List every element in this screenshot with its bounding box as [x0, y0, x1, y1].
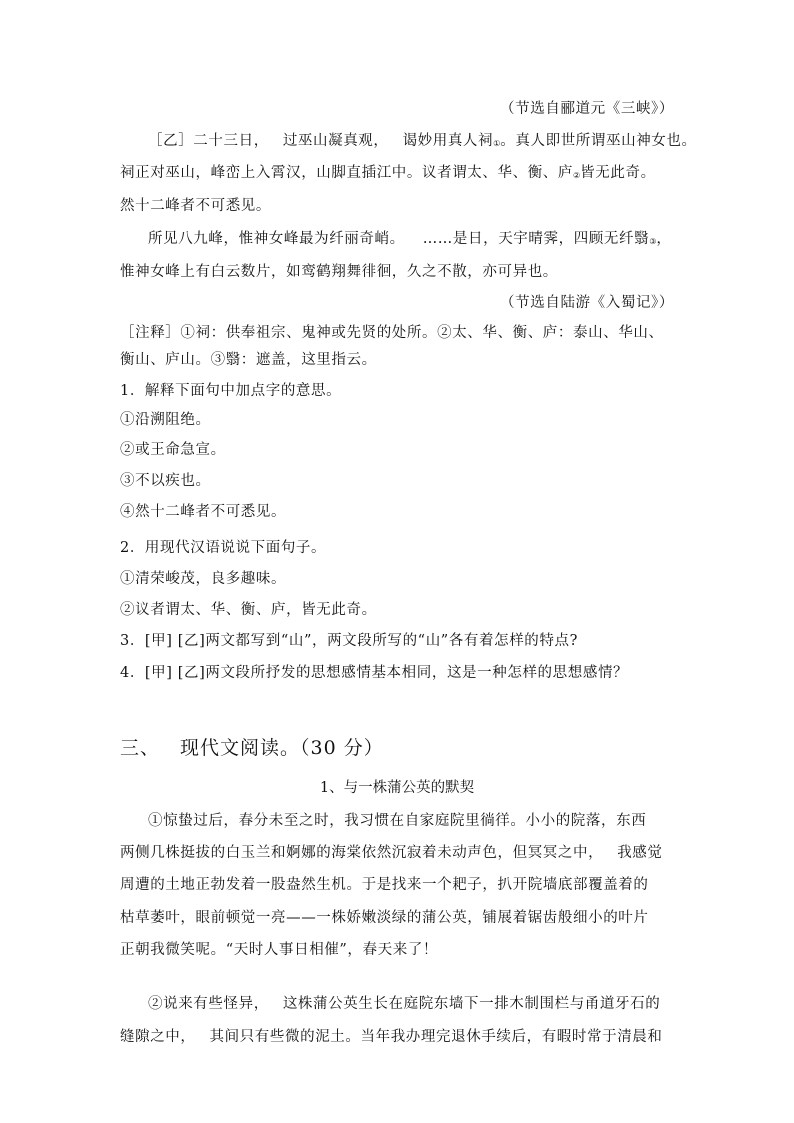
section-title-text: 现代文阅读。（30 分）	[180, 737, 384, 759]
footnote-mark-2: ②	[573, 171, 581, 180]
passage-text: 祠正对巫山，峰峦上入霄汉，山脚直插江中。议者谓太、华、衡、庐	[120, 165, 573, 181]
passage-b-line-4	[148, 229, 671, 252]
article-text: 两侧几株挺拔的白玉兰和婀娜的海棠依然沉寂着未动声色，但冥冥之中，	[120, 845, 604, 861]
passage-b-line-3: 然十二峰者不可悉见。	[120, 198, 271, 214]
passage-text: ［乙］二十三日，	[148, 133, 269, 149]
footnote-mark-1: ①	[493, 139, 501, 148]
article-title: 1、与一株蒲公英的默契	[319, 780, 475, 796]
footnote-mark-3: ③	[649, 237, 657, 246]
question-1-item-2: ②或王命急宣。	[120, 442, 226, 458]
source-citation-three-gorges: （节选自郦道元《三峡》）	[500, 101, 674, 117]
question-2-item-2: ②议者谓太、华、衡、庐，皆无此奇。	[120, 602, 377, 618]
article-p1-line-5: 正朝我微笑呢。“天时人事日相催”，春天来了！	[120, 942, 439, 958]
article-text: 缝隙之中，	[120, 1029, 196, 1045]
passage-text: ……是日，天宇晴霁，四顾无纤翳	[422, 231, 650, 247]
question-1-item-1: ①沿溯阻绝。	[120, 412, 211, 428]
article-p2-line-2	[120, 1027, 663, 1047]
passage-b-line-5: 惟神女峰上有白云数片，如鸾鹤翔舞徘徊，久之不散，亦可异也。	[120, 264, 558, 280]
article-p1-line-1: ①惊蛰过后，春分未至之时，我习惯在自家庭院里徜徉。小小的院落，东西	[148, 813, 647, 829]
passage-text: 。真人即世所谓巫山神女也。	[500, 133, 697, 149]
passage-b-line-2	[120, 163, 656, 186]
question-1-item-4: ④然十二峰者不可悉见。	[120, 504, 287, 520]
question-3: 3．[甲] [乙]两文都写到“山”，两文段所写的“山”各有着怎样的特点?	[120, 633, 578, 649]
question-2: 2．用现代汉语说说下面句子。	[120, 540, 327, 556]
question-2-item-1: ①清荣峻茂，良多趣味。	[120, 571, 287, 587]
article-p1-line-3: 周遭的土地正勃发着一股盎然生机。于是找来一个耙子，扒开院墙底部覆盖着的	[120, 877, 649, 893]
notes-line-2: 衡山、庐山。③翳：遮盖，这里指云。	[120, 352, 377, 368]
passage-text: 谒妙用真人祠	[402, 133, 494, 149]
passage-text: ，	[656, 231, 672, 247]
section-number: 三、	[120, 737, 161, 759]
article-text: 其间只有些微的泥土。当年我办理完退休手续后，有暇时常于清晨和	[209, 1029, 663, 1045]
passage-text: 皆无此奇。	[580, 165, 656, 181]
question-1-item-3: ③不以疾也。	[120, 473, 211, 489]
article-p2-line-1	[148, 994, 660, 1014]
section-3-heading	[120, 735, 384, 761]
article-text: ②说来有些怪异，	[148, 996, 269, 1012]
question-1: 1．解释下面句中加点字的意思。	[120, 383, 342, 399]
passage-b-line-1	[148, 131, 697, 154]
article-text: 我感觉	[617, 845, 663, 861]
passage-text: 过巫山凝真观，	[282, 133, 389, 149]
question-4: 4．[甲] [乙]两文段所抒发的思想感情基本相同，这是一种怎样的思想感情？	[120, 665, 629, 681]
article-p1-line-2	[120, 843, 663, 863]
passage-text: 所见八九峰，惟神女峰最为纤丽奇峭。	[148, 231, 405, 247]
article-p1-line-4: 枯草萎叶，眼前顿觉一亮——一株娇嫩淡绿的蒲公英，铺展着锯齿般细小的叶片	[120, 910, 649, 926]
article-text: 这株蒲公英生长在庭院东墙下一排木制围栏与甬道牙石的	[282, 996, 661, 1012]
source-citation-ru-shu-ji: （节选自陆游《入蜀记》）	[500, 295, 674, 311]
notes-line-1: ［注释］①祠：供奉祖宗、鬼神或先贤的处所。②太、华、衡、庐：泰山、华山、	[120, 325, 664, 341]
